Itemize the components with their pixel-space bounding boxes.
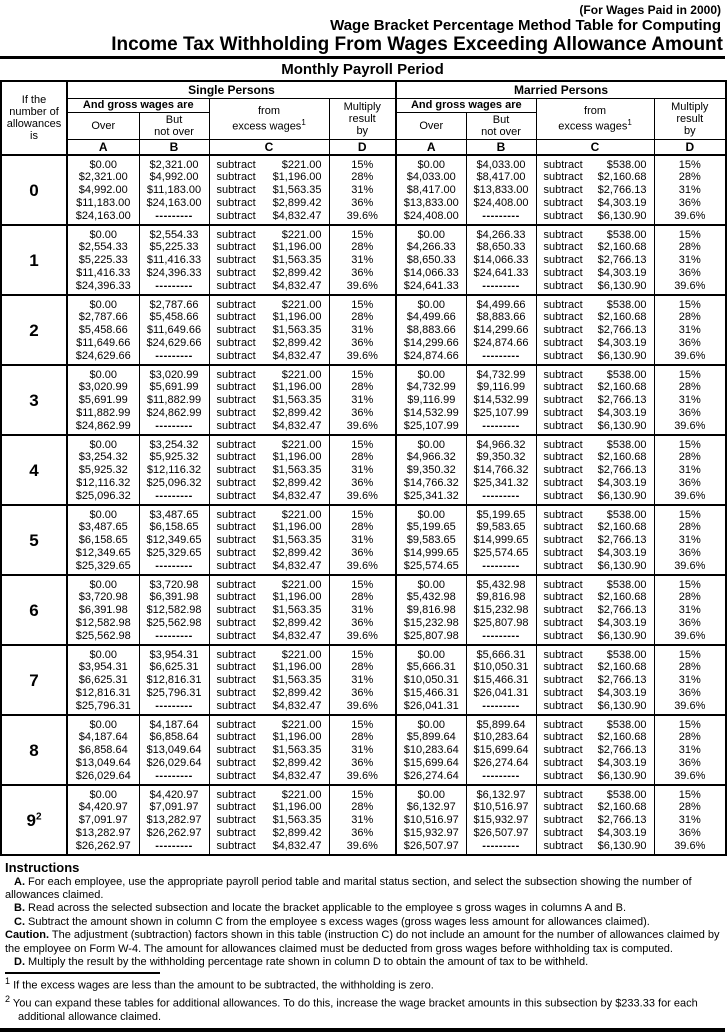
allowance-row-0 <box>1 155 726 225</box>
footnote-separator <box>5 972 160 974</box>
single-but-not-over-cell: $3,720.98 $6,391.98 $12,582.98 $25,562.98 --------- <box>139 575 209 645</box>
but-header-line1: But <box>165 113 183 126</box>
married-over-cell: $0.00 $5,199.65 $9,583.65 $14,999.65 $25,574.65 <box>396 505 466 575</box>
multiply-header-line1: Multiply <box>671 100 709 113</box>
married-but-not-over-cell: $4,266.33 $8,650.33 $14,066.33 $24,641.33 --------- <box>466 225 536 295</box>
married-over-cell: $0.00 $4,966.32 $9,350.32 $14,766.32 $25,341.32 <box>396 435 466 505</box>
married-col-letter-c: C <box>536 139 654 155</box>
single-subtract-cell: subtract $221.00 subtract $1,196.00 subtract $1,563.35 subtract $2,899.42 subtract $4,832.47 <box>209 435 329 505</box>
single-multiply-cell: 15% 28% 31% 36% 39.6% <box>329 575 396 645</box>
married-but-not-over-cell: $5,899.64 $10,283.64 $15,699.64 $26,274.64 --------- <box>466 715 536 785</box>
married-col-letter-b: B <box>466 139 536 155</box>
married-but-not-over-cell: $4,732.99 $9,116.99 $14,532.99 $25,107.99 --------- <box>466 365 536 435</box>
allowance-count: 7 <box>1 645 67 715</box>
married-over-cell: $0.00 $5,432.98 $9,816.98 $15,232.98 $25,807.98 <box>396 575 466 645</box>
instruction-item: A. For each employee, use the appropriate payroll period table and marital status section, and select the subsection showing the number of allowances claimed. <box>5 875 692 901</box>
single-but-not-over-header <box>139 112 209 139</box>
allowance-row-2 <box>1 295 726 365</box>
allowance-row-3 <box>1 365 726 435</box>
single-over-cell: $0.00 $3,254.32 $5,925.32 $12,116.32 $25,096.32 <box>67 435 139 505</box>
instruction-item: D. Multiply the result by the withholding percentage rate shown in column D to obtain the amount of tax to be withheld. <box>14 955 589 968</box>
single-subtract-cell: subtract $221.00 subtract $1,196.00 subtract $1,563.35 subtract $2,899.42 subtract $4,832.47 <box>209 365 329 435</box>
single-but-not-over-cell: $2,554.33 $5,225.33 $11,416.33 $24,396.33 --------- <box>139 225 209 295</box>
single-multiply-cell: 15% 28% 31% 36% 39.6% <box>329 505 396 575</box>
single-multiply-cell: 15% 28% 31% 36% 39.6% <box>329 715 396 785</box>
column-letter-row <box>1 139 726 155</box>
married-persons-header: Married Persons <box>396 81 726 98</box>
but-header-line2: not over <box>154 125 194 138</box>
married-multiply-cell: 15% 28% 31% 36% 39.6% <box>654 435 726 505</box>
table-header <box>1 81 726 155</box>
allowance-row-9 <box>1 785 726 855</box>
multiply-header-line2: result <box>348 112 376 125</box>
married-subtract-cell: subtract $538.00 subtract $2,160.68 subtract $2,766.13 subtract $4,303.19 subtract $6,130.90 <box>536 295 654 365</box>
single-over-cell: $0.00 $2,787.66 $5,458.66 $11,649.66 $24,629.66 <box>67 295 139 365</box>
allowance-count: 0 <box>1 155 67 225</box>
married-multiply-cell: 15% 28% 31% 36% 39.6% <box>654 365 726 435</box>
married-but-not-over-cell: $5,666.31 $10,050.31 $15,466.31 $26,041.31 --------- <box>466 645 536 715</box>
married-subtract-cell: subtract $538.00 subtract $2,160.68 subtract $2,766.13 subtract $4,303.19 subtract $6,130.90 <box>536 505 654 575</box>
married-multiply-cell: 15% 28% 31% 36% 39.6% <box>654 225 726 295</box>
allowance-count: 3 <box>1 365 67 435</box>
married-multiply-cell: 15% 28% 31% 36% 39.6% <box>654 155 726 225</box>
married-over-header: Over <box>396 112 466 139</box>
married-subtract-cell: subtract $538.00 subtract $2,160.68 subtract $2,766.13 subtract $4,303.19 subtract $6,130.90 <box>536 715 654 785</box>
single-over-cell: $0.00 $3,954.31 $6,625.31 $12,816.31 $25,796.31 <box>67 645 139 715</box>
married-subtract-cell: subtract $538.00 subtract $2,160.68 subtract $2,766.13 subtract $4,303.19 subtract $6,130.90 <box>536 155 654 225</box>
single-subtract-cell: subtract $221.00 subtract $1,196.00 subtract $1,563.35 subtract $2,899.42 subtract $4,832.47 <box>209 575 329 645</box>
allowance-count: 8 <box>1 715 67 785</box>
married-over-cell: $0.00 $5,899.64 $10,283.64 $15,699.64 $26,274.64 <box>396 715 466 785</box>
married-multiply-cell: 15% 28% 31% 36% 39.6% <box>654 505 726 575</box>
instruction-item: C. Subtract the amount shown in column C from the employee s excess wages (gross wages less amount for allowances claimed). <box>14 915 650 928</box>
allowance-row-7 <box>1 645 726 715</box>
multiply-header-line3: by <box>356 124 369 137</box>
single-but-not-over-cell: $4,420.97 $7,091.97 $13,282.97 $26,262.97 --------- <box>139 785 209 855</box>
married-over-cell: $0.00 $4,499.66 $8,883.66 $14,299.66 $24,874.66 <box>396 295 466 365</box>
single-over-cell: $0.00 $3,020.99 $5,691.99 $11,882.99 $24,862.99 <box>67 365 139 435</box>
married-but-not-over-cell: $5,432.98 $9,816.98 $15,232.98 $25,807.98 --------- <box>466 575 536 645</box>
footnote-item: $^2$ You can expand these tables for additional allowances. To do this, increase the wage bracket amounts in this subsection by $233.33 for each additional allowance claimed. <box>5 994 698 1024</box>
allowances-column-header: If the number of allowances is <box>1 81 67 155</box>
married-subtract-cell: subtract $538.00 subtract $2,160.68 subtract $2,766.13 subtract $4,303.19 subtract $6,130.90 <box>536 575 654 645</box>
married-over-cell: $0.00 $6,132.97 $10,516.97 $15,932.97 $26,507.97 <box>396 785 466 855</box>
married-multiply-cell: 15% 28% 31% 36% 39.6% <box>654 715 726 785</box>
single-subtract-cell: subtract $221.00 subtract $1,196.00 subtract $1,563.35 subtract $2,899.42 subtract $4,832.47 <box>209 505 329 575</box>
single-over-cell: $0.00 $3,487.65 $6,158.65 $12,349.65 $25,329.65 <box>67 505 139 575</box>
excess-header-line1: from <box>258 104 280 117</box>
single-but-not-over-cell: $4,187.64 $6,858.64 $13,049.64 $26,029.64 --------- <box>139 715 209 785</box>
married-multiply-cell: 15% 28% 31% 36% 39.6% <box>654 575 726 645</box>
footnote-item: $^1$ If the excess wages are less than the amount to be subtracted, the withholding is zero. <box>5 976 434 992</box>
excess-header-line2: excess wages <box>558 120 628 133</box>
married-multiply-cell: 15% 28% 31% 36% 39.6% <box>654 645 726 715</box>
single-but-not-over-cell: $2,787.66 $5,458.66 $11,649.66 $24,629.66 --------- <box>139 295 209 365</box>
married-over-cell: $0.00 $4,732.99 $9,116.99 $14,532.99 $25,107.99 <box>396 365 466 435</box>
allowance-row-8 <box>1 715 726 785</box>
allowance-row-6 <box>1 575 726 645</box>
excess-header-line2: excess wages <box>232 120 302 133</box>
allowance-count: 4 <box>1 435 67 505</box>
married-multiply-header <box>654 98 726 139</box>
allowance-count: 6 <box>1 575 67 645</box>
instruction-item: B. Read across the selected subsection and locate the bracket applicable to the employee s gross wages in columns A and B. <box>14 902 627 915</box>
single-col-letter-d: D <box>329 139 396 155</box>
single-but-not-over-cell: $2,321.00 $4,992.00 $11,183.00 $24,163.00 --------- <box>139 155 209 225</box>
single-multiply-cell: 15% 28% 31% 36% 39.6% <box>329 225 396 295</box>
married-but-not-over-header <box>466 112 536 139</box>
single-multiply-cell: 15% 28% 31% 36% 39.6% <box>329 155 396 225</box>
single-subtract-cell: subtract $221.00 subtract $1,196.00 subtract $1,563.35 subtract $2,899.42 subtract $4,832.47 <box>209 645 329 715</box>
single-over-cell: $0.00 $2,554.33 $5,225.33 $11,416.33 $24,396.33 <box>67 225 139 295</box>
section-title-row <box>1 81 726 98</box>
allowance-footnote-mark: 2 <box>35 811 42 823</box>
married-but-not-over-cell: $4,033.00 $8,417.00 $13,833.00 $24,408.00 --------- <box>466 155 536 225</box>
married-subtract-cell: subtract $538.00 subtract $2,160.68 subtract $2,766.13 subtract $4,303.19 subtract $6,130.90 <box>536 785 654 855</box>
instruction-item: Caution. The adjustment (subtraction) factors shown in this table (instruction C) do not include an amount for the number of allowances claimed by the employee on Form W-4. The amount for allowances claimed must be deducted from gross wages before withholding tax is computed. <box>5 929 720 955</box>
page-bottom-rule <box>0 1028 725 1032</box>
multiply-header-line2: result <box>676 112 704 125</box>
single-multiply-header <box>329 98 396 139</box>
married-subtract-cell: subtract $538.00 subtract $2,160.68 subtract $2,766.13 subtract $4,303.19 subtract $6,130.90 <box>536 645 654 715</box>
allowance-row-4 <box>1 435 726 505</box>
married-gross-wages-header: And gross wages are <box>396 98 536 112</box>
married-excess-wages-header <box>536 98 654 139</box>
single-but-not-over-cell: $3,954.31 $6,625.31 $12,816.31 $25,796.31 --------- <box>139 645 209 715</box>
allowance-count: 1 <box>1 225 67 295</box>
but-header-line1: But <box>492 113 510 126</box>
excess-footnote-mark: 1 <box>301 117 306 127</box>
footnotes <box>5 975 720 1025</box>
payroll-period-band <box>0 56 725 80</box>
single-over-cell: $0.00 $2,321.00 $4,992.00 $11,183.00 $24,163.00 <box>67 155 139 225</box>
instruction-items <box>5 876 720 970</box>
single-over-cell: $0.00 $4,187.64 $6,858.64 $13,049.64 $26,029.64 <box>67 715 139 785</box>
single-multiply-cell: 15% 28% 31% 36% 39.6% <box>329 785 396 855</box>
table-body <box>1 155 726 855</box>
single-subtract-cell: subtract $221.00 subtract $1,196.00 subtract $1,563.35 subtract $2,899.42 subtract $4,832.47 <box>209 155 329 225</box>
allowance-row-5 <box>1 505 726 575</box>
single-multiply-cell: 15% 28% 31% 36% 39.6% <box>329 295 396 365</box>
instructions-section <box>0 856 725 1025</box>
single-gross-wages-header: And gross wages are <box>67 98 209 112</box>
married-subtract-cell: subtract $538.00 subtract $2,160.68 subtract $2,766.13 subtract $4,303.19 subtract $6,130.90 <box>536 365 654 435</box>
single-but-not-over-cell: $3,254.32 $5,925.32 $12,116.32 $25,096.32 --------- <box>139 435 209 505</box>
single-excess-wages-header <box>209 98 329 139</box>
single-col-letter-c: C <box>209 139 329 155</box>
married-col-letter-d: D <box>654 139 726 155</box>
married-subtract-cell: subtract $538.00 subtract $2,160.68 subtract $2,766.13 subtract $4,303.19 subtract $6,130.90 <box>536 225 654 295</box>
single-subtract-cell: subtract $221.00 subtract $1,196.00 subtract $1,563.35 subtract $2,899.42 subtract $4,832.47 <box>209 295 329 365</box>
single-but-not-over-cell: $3,487.65 $6,158.65 $12,349.65 $25,329.65 --------- <box>139 505 209 575</box>
allowance-count: 2 <box>1 295 67 365</box>
single-subtract-cell: subtract $221.00 subtract $1,196.00 subtract $1,563.35 subtract $2,899.42 subtract $4,832.47 <box>209 785 329 855</box>
single-but-not-over-cell: $3,020.99 $5,691.99 $11,882.99 $24,862.99 --------- <box>139 365 209 435</box>
wage-bracket-table <box>0 80 727 856</box>
gross-wages-header-row <box>1 98 726 112</box>
payroll-period-title: Monthly Payroll Period <box>281 61 444 78</box>
single-multiply-cell: 15% 28% 31% 36% 39.6% <box>329 365 396 435</box>
married-multiply-cell: 15% 28% 31% 36% 39.6% <box>654 785 726 855</box>
multiply-header-line3: by <box>683 124 696 137</box>
single-subtract-cell: subtract $221.00 subtract $1,196.00 subtract $1,563.35 subtract $2,899.42 subtract $4,832.47 <box>209 715 329 785</box>
married-col-letter-a: A <box>396 139 466 155</box>
single-over-cell: $0.00 $3,720.98 $6,391.98 $12,582.98 $25,562.98 <box>67 575 139 645</box>
single-persons-header: Single Persons <box>67 81 396 98</box>
single-multiply-cell: 15% 28% 31% 36% 39.6% <box>329 645 396 715</box>
single-multiply-cell: 15% 28% 31% 36% 39.6% <box>329 435 396 505</box>
married-but-not-over-cell: $5,199.65 $9,583.65 $14,999.65 $25,574.65 --------- <box>466 505 536 575</box>
married-over-cell: $0.00 $4,033.00 $8,417.00 $13,833.00 $24,408.00 <box>396 155 466 225</box>
single-subtract-cell: subtract $221.00 subtract $1,196.00 subtract $1,563.35 subtract $2,899.42 subtract $4,832.47 <box>209 225 329 295</box>
married-over-cell: $0.00 $4,266.33 $8,650.33 $14,066.33 $24,641.33 <box>396 225 466 295</box>
married-subtract-cell: subtract $538.00 subtract $2,160.68 subtract $2,766.13 subtract $4,303.19 subtract $6,130.90 <box>536 435 654 505</box>
excess-footnote-mark: 1 <box>627 117 632 127</box>
married-but-not-over-cell: $4,966.32 $9,350.32 $14,766.32 $25,341.32 --------- <box>466 435 536 505</box>
single-over-cell: $0.00 $4,420.97 $7,091.97 $13,282.97 $26,262.97 <box>67 785 139 855</box>
instructions-title: Instructions <box>5 859 80 875</box>
wages-paid-note: (For Wages Paid in 2000) <box>579 3 721 17</box>
multiply-header-line1: Multiply <box>343 100 381 113</box>
excess-header-line1: from <box>584 104 607 117</box>
allowance-count: 5 <box>1 505 67 575</box>
married-multiply-cell: 15% 28% 31% 36% 39.6% <box>654 295 726 365</box>
single-over-header: Over <box>67 112 139 139</box>
married-but-not-over-cell: $6,132.97 $10,516.97 $15,932.97 $26,507.97 --------- <box>466 785 536 855</box>
allowance-count: $9^2$ <box>1 785 67 855</box>
allowance-row-1 <box>1 225 726 295</box>
page-title: Income Tax Withholding From Wages Exceeding Allowance Amount <box>111 34 723 55</box>
married-over-cell: $0.00 $5,666.31 $10,050.31 $15,466.31 $26,041.31 <box>396 645 466 715</box>
single-col-letter-b: B <box>139 139 209 155</box>
single-col-letter-a: A <box>67 139 139 155</box>
but-header-line2: not over <box>481 125 521 138</box>
married-but-not-over-cell: $4,499.66 $8,883.66 $14,299.66 $24,874.66 --------- <box>466 295 536 365</box>
document-subtitle: Wage Bracket Percentage Method Table for Computing <box>330 17 721 34</box>
